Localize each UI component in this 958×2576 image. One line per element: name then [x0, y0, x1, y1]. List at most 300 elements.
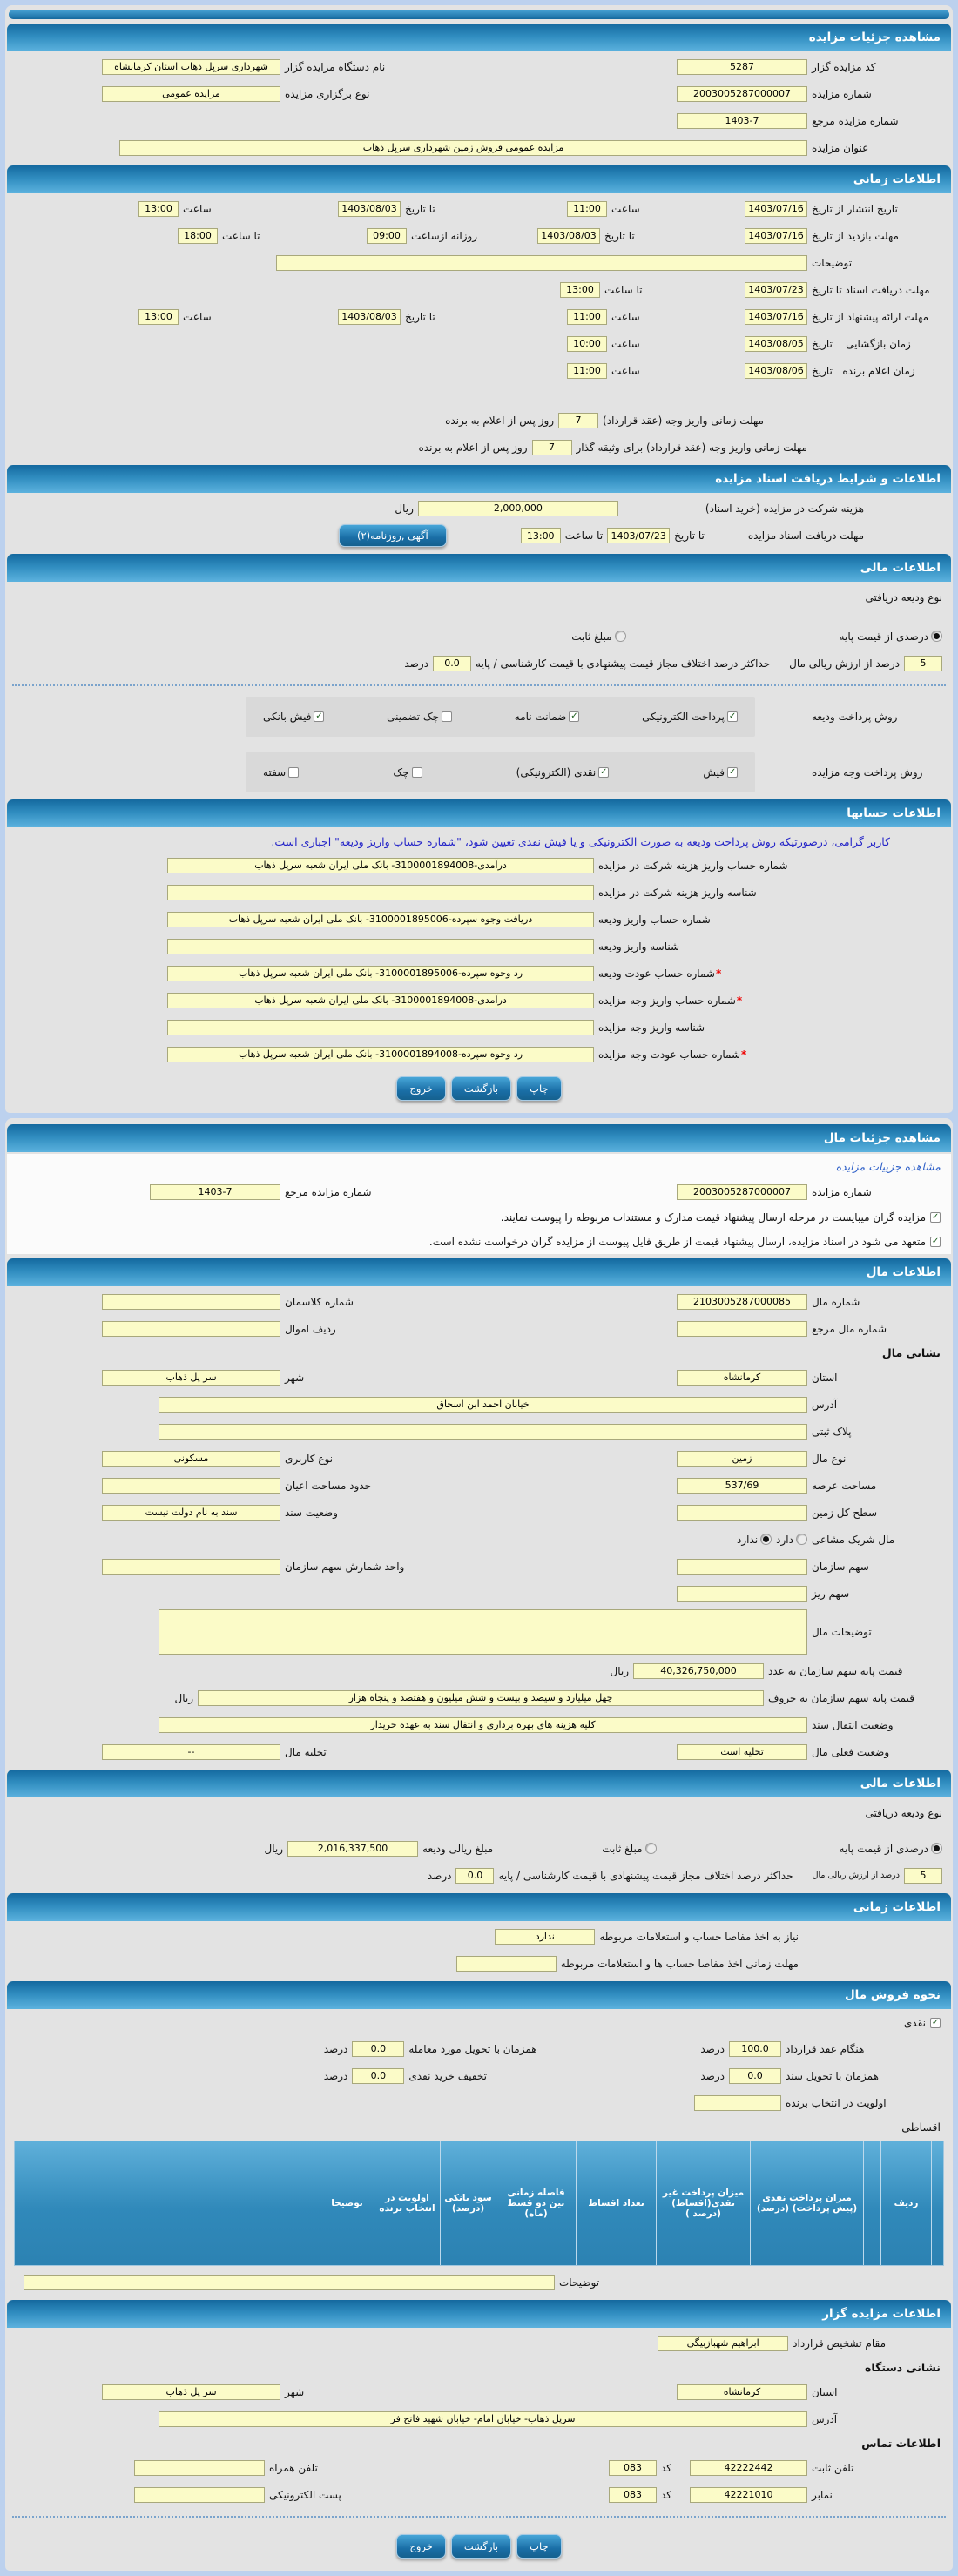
label-text: نوع مال — [812, 1452, 847, 1465]
spacer — [799, 973, 942, 974]
spacer-gap — [7, 610, 951, 623]
section-title: مشاهده جزئیات مال — [823, 1131, 941, 1145]
spacer — [798, 1875, 808, 1876]
button-row — [7, 1068, 951, 1108]
spacer — [411, 1512, 672, 1513]
table-header-empty-cell — [15, 2141, 320, 2265]
publish-date-label — [812, 203, 942, 215]
asset-description-label — [812, 1626, 942, 1638]
form-row — [7, 249, 951, 276]
base-price-number-field[interactable]: 40,326,750,000 — [633, 1663, 764, 1679]
offer-to-date-field[interactable]: 1403/08/03 — [338, 309, 401, 325]
auction-payment-id-field[interactable] — [167, 1020, 594, 1035]
form-row — [7, 879, 951, 906]
form-row — [7, 1684, 951, 1711]
doc-receive-deadline-label — [748, 529, 864, 542]
city-label — [285, 2386, 407, 2398]
checkbox-option[interactable] — [263, 766, 299, 779]
asset-row-field[interactable] — [102, 1321, 280, 1337]
cash-discount-field[interactable]: 0.0 — [352, 2068, 404, 2084]
exit-button-2[interactable]: خروج — [396, 2534, 445, 2559]
form-row — [7, 1553, 951, 1580]
fee-deposit-id-field[interactable] — [167, 885, 594, 900]
label-text: شماره مزایده مرجع — [285, 1185, 372, 1198]
winner-announce-date-field[interactable]: 1403/08/06 — [745, 363, 807, 379]
checkbox-icon[interactable] — [930, 2018, 941, 2028]
email-field[interactable] — [134, 2487, 265, 2503]
checkbox-label: متعهد می شود در اسناد مزایده، ارسال پیشنهاد قیمت از طریق فایل پیوست از مزایده گران درخواست نشده است. — [428, 1236, 926, 1248]
deposit-return-account-field[interactable]: رد وجوه سپرده-3100001895006- بانک ملی ایران شعبه سرپل ذهاب — [167, 966, 594, 981]
area-code-label — [661, 2489, 685, 2501]
radio-no-joint-owner[interactable] — [737, 1534, 772, 1546]
spacer — [658, 370, 740, 371]
at-contract-percent-field[interactable]: 100.0 — [729, 2041, 781, 2057]
org-address-field[interactable]: سرپل ذهاب- خیابان امام- خیابان شهید فاتح فر — [159, 2411, 807, 2427]
spacer — [411, 2391, 672, 2392]
spacer — [411, 1301, 672, 1302]
time-description-label — [812, 257, 942, 269]
label-text: شماره مزایده — [812, 1185, 872, 1198]
spacer — [498, 235, 533, 236]
doc-deadline-time-field[interactable]: 13:00 — [560, 282, 600, 298]
form-row — [7, 357, 951, 384]
participation-fee-field[interactable]: 2,000,000 — [418, 501, 618, 516]
print-button-2[interactable]: چاپ — [516, 2534, 561, 2559]
checkbox-option[interactable] — [393, 766, 422, 779]
checkbox-option[interactable] — [515, 711, 580, 723]
form-row — [7, 1862, 951, 1889]
address-label — [812, 1399, 942, 1411]
deposit-account-field[interactable]: دریافت وجوه سپرده-3100001895006- بانک ملی ایران شعبه سرپل ذهاب — [167, 912, 594, 927]
publish-to-time-field[interactable]: 13:00 — [138, 201, 179, 217]
max-diff-label — [498, 1870, 793, 1882]
label-text: قیمت پایه سهم سازمان به عدد — [768, 1664, 903, 1677]
auction-payment-account-label — [598, 995, 794, 1007]
form-row — [7, 2269, 951, 2296]
table-header-cell — [880, 2141, 931, 2265]
checkbox-icon — [314, 711, 324, 722]
section-title: اطلاعات مالی — [860, 1777, 941, 1790]
deposit-percent-field-2[interactable]: 5 — [904, 1868, 942, 1884]
mobile-label — [269, 2462, 347, 2474]
label-text: شماره حساب واریز هزینه شرکت در مزایده — [598, 859, 788, 872]
form-row — [7, 987, 951, 1014]
mobile-field[interactable] — [134, 2460, 265, 2476]
spacer — [411, 93, 672, 94]
auction-title-field[interactable]: مزایده عمومی فروش زمین شهرداری سرپل ذهاب — [119, 140, 807, 156]
radio-icon — [760, 1534, 772, 1545]
table-header-text: فاصله زمانی بین دو قسط (ماه) — [507, 2188, 565, 2219]
spacer — [411, 1751, 672, 1752]
checkbox-option[interactable] — [263, 711, 324, 723]
auctioneer-name-label — [285, 61, 407, 73]
label-text: وضعیت سند — [285, 1506, 338, 1519]
radio-label: درصدی از قیمت پایه — [839, 1842, 928, 1855]
visit-from-time-field[interactable]: 09:00 — [367, 228, 407, 244]
at-deed-delivery-percent-field[interactable]: 0.0 — [729, 2068, 781, 2084]
total-land-field[interactable] — [677, 1505, 807, 1521]
radio-label: مبلغ ثابت — [571, 630, 612, 643]
subsection-title: نشانی مال — [881, 1346, 941, 1359]
vacating-field[interactable]: -- — [102, 1744, 280, 1760]
org-share-label — [812, 1561, 942, 1573]
label-text: آدرس — [812, 1398, 838, 1411]
auctioneer-code-label — [812, 61, 942, 73]
exit-button[interactable]: خروج — [396, 1076, 445, 1101]
contract-authority-field[interactable]: ابراهیم شهبازبیگی — [658, 2336, 788, 2351]
doc-receive-date-field[interactable]: 1403/07/23 — [607, 528, 670, 543]
checkbox-option[interactable] — [642, 711, 738, 723]
label-text: مهلت زمانی اخذ مفاصا حساب ها و استعلامات مربوطه — [560, 1957, 799, 1970]
hour-label — [183, 311, 225, 323]
radio-fixed-amount[interactable] — [571, 631, 625, 643]
label-text: عنوان مزایده — [812, 141, 869, 154]
section-header — [7, 465, 951, 493]
landline-field[interactable]: 42222442 — [690, 2460, 807, 2476]
radio-label: مبلغ ثابت — [602, 1842, 643, 1855]
form-row — [7, 1391, 951, 1418]
clearance-needed-field[interactable]: ندارد — [495, 1929, 595, 1945]
doc-deadline-date-field[interactable]: 1403/07/23 — [745, 282, 807, 298]
checkbox-label: نقدی (الکترونیکی) — [516, 766, 597, 779]
publish-from-time-field[interactable]: 11:00 — [567, 201, 607, 217]
form-row — [7, 650, 951, 677]
auction-return-account-field[interactable]: رد وجوه سپرده-3100001894008- بانک ملی ایران شعبه سرپل ذهاب — [167, 1047, 594, 1062]
form-row — [7, 134, 951, 161]
checkbox-label: چک — [393, 766, 409, 779]
spacer — [229, 316, 334, 317]
spacer — [799, 865, 942, 866]
radio-fixed-amount-2[interactable] — [602, 1843, 656, 1855]
to-date-label — [405, 311, 454, 323]
form-row — [7, 53, 951, 80]
clearance-deadline-label — [561, 1958, 799, 1970]
label-text: شماره مزایده مرجع — [812, 114, 899, 127]
auction-payment-options — [246, 752, 755, 792]
label-text: نوع ودیعه دریافتی — [865, 1806, 942, 1819]
auction-number-field[interactable]: 2003005287000007 — [677, 86, 807, 102]
current-status-field[interactable]: تخلیه است — [677, 1744, 807, 1760]
spacer — [799, 892, 942, 893]
deposit-payment-options — [246, 697, 755, 737]
form-row — [7, 222, 951, 249]
label-text: هنگام عقد قرارداد — [786, 2042, 865, 2055]
deposit-account-label — [598, 914, 794, 926]
deed-status-field[interactable]: سند به نام دولت نیست — [102, 1505, 280, 1521]
form-row — [7, 1315, 951, 1342]
visit-from-date-field[interactable]: 1403/07/16 — [745, 228, 807, 244]
visit-to-date-field[interactable]: 1403/08/03 — [537, 228, 600, 244]
label-text: تا ساعت — [604, 283, 643, 296]
form-row — [7, 522, 951, 550]
classification-field[interactable] — [102, 1294, 280, 1310]
button-row — [7, 2525, 951, 2566]
building-area-label — [285, 1480, 407, 1492]
radio-has-joint-owner[interactable] — [776, 1534, 807, 1546]
auction-number-field-2[interactable]: 2003005287000007 — [677, 1184, 807, 1200]
spacer — [812, 447, 942, 448]
section-header — [7, 1258, 951, 1286]
auctioneer-name-field[interactable]: شهرداری سرپل ذهاب استان کرمانشاه — [102, 59, 280, 75]
auction-number-label — [812, 1186, 942, 1198]
asset-type-field[interactable]: زمین — [677, 1451, 807, 1467]
share-unit-label — [285, 1561, 407, 1573]
sale-description-field[interactable] — [24, 2275, 555, 2290]
label-text: وضعیت فعلی مال — [812, 1745, 890, 1758]
label-text: همزمان با تحویل مورد معامله — [408, 2042, 537, 2055]
form-row — [7, 276, 951, 303]
label-text: پلاک ثبتی — [812, 1425, 852, 1438]
label-text: مهلت ارائه پیشنهاد از تاریخ — [812, 310, 929, 323]
notice-text: کاربر گرامی، درصورتیکه روش پرداخت ودیعه به صورت الکترونیکی و یا فیش نقدی تعیین شود، "شماره حساب واریز ودیعه" اجباری است. — [271, 835, 890, 848]
auction-type-field[interactable]: مزایده عمومی — [102, 86, 280, 102]
text-line: اقساطی — [901, 2121, 941, 2134]
asset-number-label — [812, 1296, 942, 1308]
address-field[interactable]: خیابان احمد ابن اسحاق — [159, 1397, 807, 1413]
table-header-cell — [863, 2141, 880, 2265]
checkbox-icon[interactable] — [930, 1212, 941, 1223]
deed-transfer-field[interactable]: کلیه هزینه های بهره برداری و انتقال سند به عهده خریدار — [159, 1717, 807, 1733]
percent-label — [324, 2070, 348, 2082]
table-header-text: سود بانکی (درصد) — [444, 2193, 492, 2214]
label-text: شناسه واریز ودیعه — [598, 940, 680, 953]
spacer — [411, 1485, 672, 1486]
winner-priority-field[interactable] — [694, 2095, 781, 2111]
dotted-divider — [12, 684, 946, 686]
guarantor-payment-deadline-days-field[interactable]: 7 — [532, 440, 572, 455]
radio-percent-of-base-2[interactable] — [840, 1843, 942, 1855]
label-text: کد مزایده گزار — [812, 60, 876, 73]
minor-share-field[interactable] — [677, 1586, 807, 1602]
deposit-id-field[interactable] — [167, 939, 594, 954]
auction-ref-field[interactable]: 1403-7 — [677, 113, 807, 129]
label-text: مهلت دریافت اسناد مزایده — [747, 529, 864, 542]
asset-description-field[interactable] — [159, 1609, 807, 1655]
max-diff-field[interactable]: 0.0 — [433, 656, 471, 671]
subsection-title: اطلاعات تماس — [861, 2437, 941, 2450]
table-header-cell — [496, 2141, 576, 2265]
label-text: تا تاریخ — [604, 229, 635, 242]
subsection-title: نشانی دستگاه — [865, 2361, 941, 2374]
contract-authority-label — [793, 2337, 886, 2350]
label-text: ردیف اموال — [285, 1322, 336, 1335]
opening-time-field[interactable]: 10:00 — [567, 336, 607, 352]
auction-number-label — [812, 88, 942, 100]
checkbox-icon[interactable] — [930, 1237, 941, 1247]
opening-date-field[interactable]: 1403/08/05 — [745, 336, 807, 352]
section-title: اطلاعات مزایده گزار — [822, 2307, 941, 2321]
newspaper-ads-button[interactable]: آگهی ,روزنامه(۲) — [339, 524, 447, 547]
org-share-field[interactable] — [677, 1559, 807, 1575]
table-header-cell — [374, 2141, 440, 2265]
province-field[interactable]: کرمانشاه — [677, 1370, 807, 1386]
label-text: توضیحات مال — [812, 1626, 872, 1638]
winner-announce-label — [812, 365, 942, 377]
base-price-words-field[interactable]: چهل میلیارد و سیصد و بیست و شش میلیون و هفتصد و پنجاه هزار — [198, 1690, 764, 1706]
city-field[interactable]: سر پل ذهاب — [102, 1370, 280, 1386]
deposit-type-label — [865, 1807, 942, 1819]
spacer — [803, 1936, 942, 1937]
spacer — [658, 343, 740, 344]
percent-label — [404, 657, 428, 670]
form-row — [7, 1499, 951, 1526]
email-label — [269, 2489, 347, 2501]
label-text: مهلت بازدید از تاریخ — [812, 229, 899, 242]
building-area-field[interactable] — [102, 1478, 280, 1494]
section-header — [7, 2300, 951, 2328]
spacer — [658, 316, 740, 317]
checkbox-option[interactable] — [387, 711, 452, 723]
days-after-label — [419, 442, 528, 454]
label-text: شماره حساب واریز ودیعه — [598, 913, 711, 926]
at-contract-label — [786, 2043, 899, 2055]
fee-deposit-id-label — [598, 887, 794, 899]
spacer-gap — [7, 1826, 951, 1835]
form-row — [7, 1526, 951, 1553]
auction-title-label — [812, 142, 942, 154]
checkbox-option[interactable] — [703, 766, 738, 779]
form-row — [7, 623, 951, 650]
land-area-field[interactable]: 537/69 — [677, 1478, 807, 1494]
label-text: سهم سازمان — [812, 1560, 869, 1573]
cash-discount-label — [408, 2070, 561, 2082]
form-row — [7, 1580, 951, 1607]
label-text: نام دستگاه مزایده گزار — [285, 60, 386, 73]
guarantor-payment-deadline-label — [577, 442, 807, 454]
label-text: ریال — [264, 1842, 284, 1855]
radio-percent-of-base[interactable] — [840, 631, 942, 643]
clearance-deadline-field[interactable] — [456, 1956, 557, 1972]
spacer — [759, 717, 807, 718]
offer-to-time-field[interactable]: 13:00 — [138, 309, 179, 325]
landline-label — [812, 2462, 942, 2474]
label-text: مهلت زمانی واریز وجه (عقد قرارداد) برای وثیقه گذار — [576, 441, 807, 454]
label-text: ریال — [395, 502, 414, 515]
asset-details-panel — [5, 1118, 953, 2571]
publish-to-date-field[interactable]: 1403/08/03 — [338, 201, 401, 217]
opening-date-label — [812, 338, 942, 350]
label-text: زمان بازگشایی تاریخ — [812, 337, 911, 350]
visit-date-label — [812, 230, 942, 242]
label-text: کد — [661, 2461, 672, 2474]
auctioneer-code-field[interactable]: 5287 — [677, 59, 807, 75]
fax-code-field[interactable]: 083 — [609, 2487, 657, 2503]
doc-receive-time-field[interactable]: 13:00 — [521, 528, 561, 543]
label-text: روز پس از اعلام به برنده — [418, 441, 528, 454]
offer-from-time-field[interactable]: 11:00 — [567, 309, 607, 325]
spacer — [411, 66, 672, 67]
section-header — [7, 1124, 951, 1152]
publish-from-date-field[interactable]: 1403/07/16 — [745, 201, 807, 217]
label-text: درصد — [700, 2042, 725, 2055]
vacating-label — [285, 1746, 407, 1758]
winner-announce-time-field[interactable]: 11:00 — [567, 363, 607, 379]
fax-field[interactable]: 42221010 — [690, 2487, 807, 2503]
table-header-cell — [656, 2141, 750, 2265]
province-label — [812, 2386, 942, 2398]
rial-label — [610, 1665, 629, 1677]
participation-fee-label — [705, 502, 864, 515]
spacer — [799, 946, 942, 947]
deposit-amount-field[interactable]: 2,016,337,500 — [287, 1841, 418, 1857]
form-row — [7, 1288, 951, 1315]
form-row — [7, 107, 951, 134]
to-date-label — [405, 203, 454, 215]
visit-to-time-field[interactable]: 18:00 — [178, 228, 218, 244]
usage-type-field[interactable]: مسکونی — [102, 1451, 280, 1467]
offer-date-label — [812, 311, 942, 323]
percent-of-value-label — [789, 657, 900, 670]
section-header — [7, 165, 951, 193]
label-text: آدرس — [812, 2412, 838, 2425]
print-button[interactable]: چاپ — [516, 1076, 561, 1101]
label-text: درصد — [404, 657, 429, 670]
radio-label: ندارد — [737, 1533, 759, 1546]
spacer — [799, 1027, 942, 1028]
registration-plate-field[interactable] — [159, 1424, 807, 1440]
max-diff-field-2[interactable]: 0.0 — [455, 1868, 494, 1884]
asset-row-label — [285, 1323, 407, 1335]
required-marker: * — [736, 994, 743, 1007]
deed-status-label — [285, 1507, 407, 1519]
org-province-field[interactable]: کرمانشاه — [677, 2384, 807, 2400]
auction-detail-page — [0, 5, 958, 2571]
label-text: استان — [812, 2385, 838, 2398]
auction-ref-field-2[interactable]: 1403-7 — [150, 1184, 280, 1200]
doc-deadline-label — [812, 284, 942, 296]
deed-transfer-label — [812, 1719, 942, 1731]
auction-details-link[interactable]: مشاهده جزییات مزایده — [835, 1160, 941, 1173]
share-unit-field[interactable] — [102, 1559, 280, 1575]
hour-label — [611, 365, 653, 377]
auction-ref-label — [812, 115, 942, 127]
label-text: روش پرداخت ودیعه — [812, 711, 898, 723]
auction-payment-account-field[interactable]: درآمدی-3100001894008- بانک ملی ایران شعبه سرپل ذهاب — [167, 993, 594, 1008]
deposit-percent-field[interactable]: 5 — [904, 656, 942, 671]
fee-deposit-account-field[interactable]: درآمدی-3100001894008- بانک ملی ایران شعبه سرپل ذهاب — [167, 858, 594, 873]
label-text: شماره حساب عودت ودیعه — [598, 967, 715, 980]
minor-share-label — [812, 1588, 942, 1600]
label-text: همزمان با تحویل سند — [786, 2069, 879, 2082]
rial-label — [395, 502, 414, 515]
offer-from-date-field[interactable]: 1403/07/16 — [745, 309, 807, 325]
spacer — [903, 2075, 942, 2076]
label-text: تا تاریخ — [674, 529, 705, 542]
checkbox-option[interactable] — [516, 766, 610, 779]
rial-label — [174, 1692, 193, 1704]
rial-label — [265, 1843, 284, 1855]
spacer — [774, 663, 785, 664]
label-text: ساعت — [183, 202, 212, 215]
form-row — [7, 906, 951, 933]
asset-ref-field[interactable] — [677, 1321, 807, 1337]
section-header — [7, 799, 951, 827]
time-description-field[interactable] — [276, 255, 807, 271]
back-button[interactable]: بازگشت — [451, 1076, 511, 1101]
label-text: درصد — [323, 2069, 348, 2082]
asset-number-field[interactable]: 2103005287000085 — [677, 1294, 807, 1310]
section-title: اطلاعات زمانی — [853, 172, 941, 186]
spacer — [275, 235, 362, 236]
org-city-field[interactable]: سر پل ذهاب — [102, 2384, 280, 2400]
form-row — [7, 1657, 951, 1684]
to-date-label — [674, 529, 705, 542]
payment-deadline-days-field[interactable]: 7 — [558, 413, 598, 428]
label-text: درصد — [427, 1869, 452, 1882]
landline-code-field[interactable]: 083 — [609, 2460, 657, 2476]
at-delivery-percent-field[interactable]: 0.0 — [352, 2041, 404, 2057]
back-button-2[interactable]: بازگشت — [451, 2534, 511, 2559]
